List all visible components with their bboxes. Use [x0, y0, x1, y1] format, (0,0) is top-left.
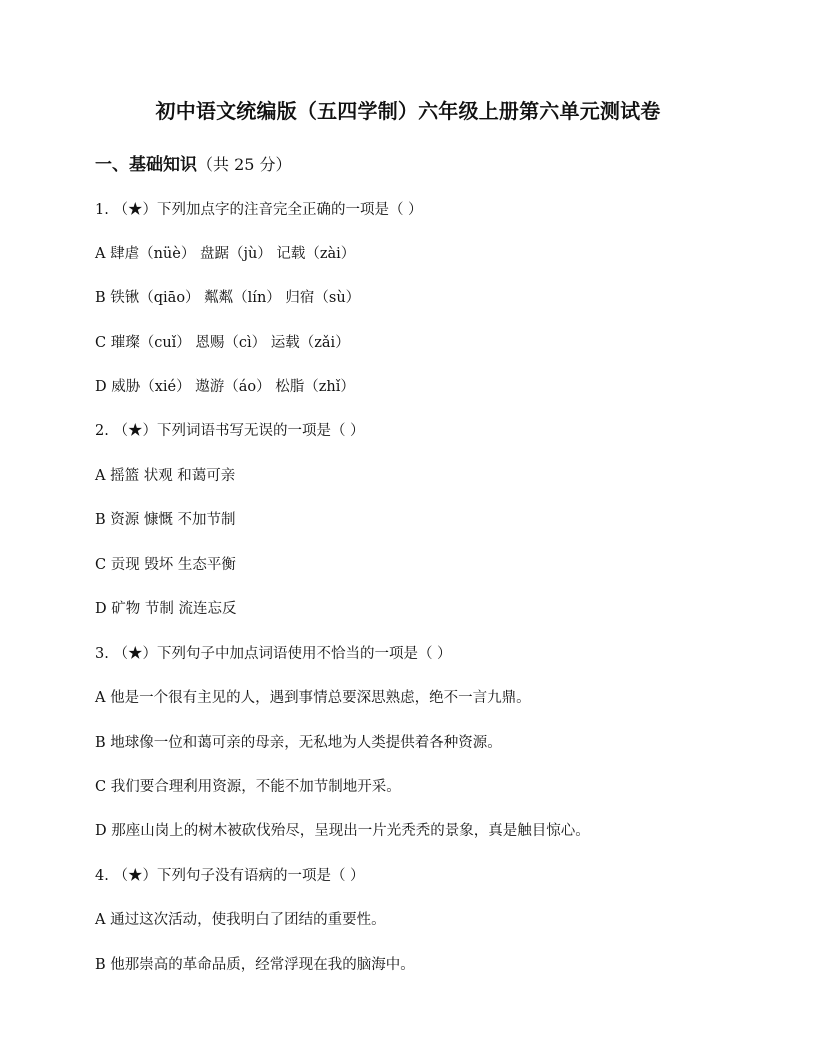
section-heading-text: 一、基础知识 [95, 155, 197, 175]
question-1-option-d: D 威胁（xié） 遨游（áo） 松脂（zhǐ） [95, 379, 355, 395]
question-3-option-b: B 地球像一位和蔼可亲的母亲，无私地为人类提供着各种资源。 [95, 735, 502, 751]
question-3-option-a: A 他是一个很有主见的人，遇到事情总要深思熟虑，绝不一言九鼎。 [95, 690, 531, 706]
question-2-option-a: A 摇篮 状观 和蔼可亲 [95, 468, 236, 484]
question-2-option-c: C 贡现 毁坏 生态平衡 [95, 557, 236, 573]
question-2-option-d: D 矿物 节制 流连忘反 [95, 601, 237, 617]
question-4-option-b: B 他那崇高的革命品质，经常浮现在我的脑海中。 [95, 957, 415, 973]
document-title: 初中语文统编版（五四学制）六年级上册第六单元测试卷 [155, 99, 661, 123]
question-1-option-a: A 肆虐（nüè） 盘踞（jù） 记载（zài） [95, 246, 356, 262]
section-score: （共 25 分） [197, 155, 292, 174]
section-heading [95, 150, 292, 175]
question-1-option-b: B 铁锹（qiāo） 粼粼（lín） 归宿（sù） [95, 290, 361, 306]
question-4-option-a: A 通过这次活动，使我明白了团结的重要性。 [95, 912, 386, 928]
question-2-option-b: B 资源 慷慨 不加节制 [95, 512, 236, 528]
question-1: 1. （★）下列加点字的注音完全正确的一项是（ ） [95, 202, 423, 218]
question-3: 3. （★）下列句子中加点词语使用不恰当的一项是（ ） [95, 646, 452, 662]
question-2: 2. （★）下列词语书写无误的一项是（ ） [95, 423, 365, 439]
question-3-option-d: D 那座山岗上的树木被砍伐殆尽，呈现出一片光秃秃的景象，真是触目惊心。 [95, 823, 590, 839]
question-3-option-c: C 我们要合理利用资源，不能不加节制地开采。 [95, 779, 401, 795]
question-4: 4. （★）下列句子没有语病的一项是（ ） [95, 868, 365, 884]
question-1-option-c: C 璀璨（cuǐ） 恩赐（cì） 运载（zǎi） [95, 335, 350, 351]
